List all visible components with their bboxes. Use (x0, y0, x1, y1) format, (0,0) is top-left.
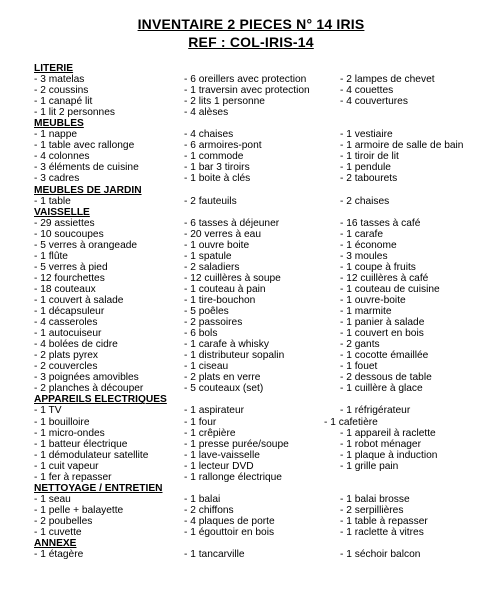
inventory-item: - 1 TV (34, 405, 62, 417)
inventory-item: - 1 démodulateur satellite (34, 449, 149, 461)
inventory-item: - 1 tiroir de lit (340, 151, 399, 163)
inventory-item: - 1 coupe à fruits (340, 261, 416, 273)
inventory-item: - 1 lecteur DVD (184, 460, 254, 472)
inventory-item: - 1 balai brosse (340, 493, 410, 505)
inventory-item: - 4 alèses (184, 107, 229, 119)
inventory-item: - 1 boite à clés (184, 173, 251, 185)
inventory-item: - 1 bar 3 tiroirs (184, 162, 250, 174)
inventory-item: - 1 crêpière (184, 427, 236, 439)
section-heading-literie: LITERIE (34, 63, 74, 74)
inventory-row (34, 328, 494, 339)
inventory-item: - 4 bolées de cidre (34, 339, 118, 351)
inventory-row (34, 273, 494, 284)
inventory-item: - 1 cuit vapeur (34, 460, 99, 472)
inventory-item: - 5 verres à pied (34, 261, 108, 273)
inventory-item: - 1 pelle + balayette (34, 504, 124, 516)
inventory-row (34, 229, 494, 240)
inventory-row (34, 173, 494, 184)
inventory-item: - 1 carafe à whisky (184, 339, 269, 351)
inventory-item: - 2 poubelles (34, 515, 93, 527)
inventory-row (34, 162, 494, 173)
inventory-item: - 1 grille pain (340, 460, 399, 472)
section-heading-nettoyage-entretien: NETTOYAGE / ENTRETIEN (34, 482, 163, 494)
section-heading-annexe: ANNEXE (34, 538, 77, 550)
section-heading-vaisselle: VAISSELLE (34, 206, 90, 218)
inventory-item: - 4 chaises (184, 129, 234, 141)
inventory-row (34, 107, 494, 118)
inventory-item: - 1 table (34, 195, 71, 207)
inventory-item: - 1 cafetière (324, 416, 378, 428)
inventory-row (34, 461, 494, 472)
inventory-item: - 1 cuvette (34, 526, 82, 538)
inventory-item: - 29 assiettes (34, 217, 95, 229)
inventory-item: - 1 bouilloire (34, 416, 90, 428)
inventory-row (34, 140, 494, 151)
inventory-item: - 2 dessous de table (340, 372, 432, 384)
inventory-row (34, 240, 494, 251)
inventory-item: - 1 décapsuleur (34, 306, 105, 318)
inventory-item: - 4 colonnes (34, 151, 90, 163)
inventory-item: - 20 verres à eau (184, 228, 262, 240)
inventory-row (34, 450, 494, 461)
inventory-item: - 1 ouvre boite (184, 239, 250, 251)
inventory-item: - 12 cuillères à soupe (184, 272, 281, 284)
inventory-item: - 3 cadres (34, 173, 80, 185)
inventory-item: - 1 batteur électrique (34, 438, 128, 450)
inventory-item: - 1 autocuiseur (34, 328, 102, 340)
inventory-item: - 1 table à repasser (340, 515, 428, 527)
inventory-item: - 1 commode (184, 151, 244, 163)
inventory-item: - 12 cuillères à café (340, 272, 429, 284)
inventory-content (34, 63, 494, 560)
inventory-item: - 3 matelas (34, 74, 85, 86)
inventory-item: - 1 vestiaire (340, 129, 393, 141)
inventory-item: - 1 flûte (34, 250, 68, 262)
inventory-item: - 2 lits 1 personne (184, 96, 265, 108)
inventory-item: - 3 éléments de cuisine (34, 162, 139, 174)
inventory-item: - 1 pendule (340, 162, 391, 174)
inventory-item: - 1 lit 2 personnes (34, 107, 115, 119)
inventory-item: - 3 moules (340, 250, 388, 262)
inventory-item: - 1 balai (184, 493, 221, 505)
inventory-row (34, 218, 494, 229)
inventory-item: - 1 séchoir balcon (340, 549, 421, 561)
inventory-item: - 2 passoires (184, 317, 243, 329)
inventory-item: - 2 serpillières (340, 504, 404, 516)
inventory-item: - 1 carafe (340, 228, 384, 240)
inventory-item: - 1 ouvre-boite (340, 294, 406, 306)
inventory-row (34, 196, 494, 207)
inventory-item: - 1 raclette à vitres (340, 526, 424, 538)
inventory-item: - 2 fauteuils (184, 195, 237, 207)
inventory-row (34, 350, 494, 361)
inventory-item: - 1 distributeur sopalin (184, 350, 285, 362)
inventory-row (34, 527, 494, 538)
inventory-row (34, 74, 494, 85)
inventory-row (34, 494, 494, 505)
inventory-row (34, 372, 494, 383)
inventory-row (34, 549, 494, 560)
inventory-item: - 2 coussins (34, 85, 89, 97)
inventory-item: - 1 robot ménager (340, 438, 421, 450)
inventory-item: - 1 cocotte émaillée (340, 350, 429, 362)
inventory-item: - 2 lampes de chevet (340, 74, 435, 86)
section-heading-appareils-electriques: APPAREILS ELECTRIQUES (34, 394, 167, 406)
inventory-item: - 2 chiffons (184, 504, 234, 516)
inventory-item: - 2 plats pyrex (34, 350, 98, 362)
inventory-item: - 1 marmite (340, 306, 392, 318)
inventory-row (34, 251, 494, 262)
inventory-item: - 12 fourchettes (34, 272, 105, 284)
inventory-item: - 1 réfrigérateur (340, 405, 411, 417)
inventory-item: - 5 couteaux (set) (184, 383, 264, 395)
section-heading-meubles: MEUBLES (34, 118, 84, 130)
inventory-item: - 1 couteau à pain (184, 283, 266, 295)
inventory-item: - 4 couettes (340, 85, 394, 97)
inventory-row (34, 295, 494, 306)
inventory-row (34, 405, 494, 416)
inventory-row (34, 284, 494, 295)
inventory-row (34, 317, 494, 328)
inventory-item: - 2 saladiers (184, 261, 240, 273)
inventory-item: - 1 table avec rallonge (34, 140, 135, 152)
section-heading-meubles-de-jardin: MEUBLES DE JARDIN (34, 184, 142, 196)
inventory-row (34, 96, 494, 107)
inventory-row (34, 129, 494, 140)
inventory-item: - 1 ciseau (184, 361, 229, 373)
inventory-item: - 10 soucoupes (34, 228, 104, 240)
page-reference: REF : COL-IRIS-14 (188, 34, 314, 50)
inventory-item: - 1 tire-bouchon (184, 294, 256, 306)
inventory-row (34, 472, 494, 483)
inventory-row (34, 361, 494, 372)
inventory-item: - 1 aspirateur (184, 405, 245, 417)
inventory-item: - 2 gants (340, 339, 380, 351)
inventory-item: - 1 étagère (34, 549, 84, 561)
inventory-item: - 6 bols (184, 328, 218, 340)
inventory-item: - 1 couvert en bois (340, 328, 424, 340)
inventory-item: - 1 four (184, 416, 217, 428)
inventory-item: - 1 presse purée/soupe (184, 438, 289, 450)
inventory-item: - 1 égouttoir en bois (184, 526, 275, 538)
inventory-item: - 1 économe (340, 239, 397, 251)
inventory-item: - 1 seau (34, 493, 71, 505)
inventory-row (34, 262, 494, 273)
inventory-row (34, 383, 494, 394)
inventory-item: - 16 tasses à café (340, 217, 421, 229)
inventory-item: - 1 canapé lit (34, 96, 93, 108)
inventory-row (34, 428, 494, 439)
inventory-item: - 5 verres à orangeade (34, 239, 138, 251)
inventory-item: - 1 couvert à salade (34, 294, 124, 306)
inventory-item: - 2 couvercles (34, 361, 98, 373)
inventory-item: - 1 panier à salade (340, 317, 425, 329)
inventory-item: - 2 plats en verre (184, 372, 261, 384)
inventory-row (34, 505, 494, 516)
inventory-row (34, 439, 494, 450)
inventory-item: - 1 fouet (340, 361, 378, 373)
inventory-item: - 1 micro-ondes (34, 427, 105, 439)
inventory-item: - 1 nappe (34, 129, 78, 141)
inventory-item: - 4 plaques de porte (184, 515, 275, 527)
inventory-item: - 1 fer à repasser (34, 471, 112, 483)
inventory-item: - 1 appareil à raclette (340, 427, 436, 439)
inventory-item: - 1 lave-vaisselle (184, 449, 260, 461)
inventory-item: - 1 traversin avec protection (184, 85, 310, 97)
inventory-item: - 1 couteau de cuisine (340, 283, 440, 295)
inventory-item: - 2 planches à découper (34, 383, 144, 395)
inventory-item: - 1 tancarville (184, 549, 245, 561)
inventory-item: - 6 oreillers avec protection (184, 74, 307, 86)
page-title: INVENTAIRE 2 PIECES N° 14 IRIS (137, 16, 365, 32)
inventory-row (34, 417, 494, 428)
inventory-row (34, 151, 494, 162)
inventory-item: - 6 tasses à déjeuner (184, 217, 280, 229)
inventory-row (34, 85, 494, 96)
inventory-item: - 3 poignées amovibles (34, 372, 139, 384)
inventory-row (34, 339, 494, 350)
inventory-item: - 5 poêles (184, 306, 229, 318)
inventory-item: - 2 tabourets (340, 173, 398, 185)
inventory-item: - 18 couteaux (34, 283, 96, 295)
inventory-item: - 1 spatule (184, 250, 232, 262)
inventory-item: - 4 casseroles (34, 317, 98, 329)
inventory-item: - 1 armoire de salle de bain (340, 140, 464, 152)
inventory-row (34, 516, 494, 527)
inventory-item: - 1 cuillère à glace (340, 383, 423, 395)
inventory-item: - 1 plaque à induction (340, 449, 438, 461)
inventory-item: - 6 armoires-pont (184, 140, 262, 152)
inventory-item: - 4 couvertures (340, 96, 408, 108)
inventory-item: - 2 chaises (340, 195, 390, 207)
inventory-item: - 1 rallonge électrique (184, 471, 282, 483)
inventory-row (34, 306, 494, 317)
